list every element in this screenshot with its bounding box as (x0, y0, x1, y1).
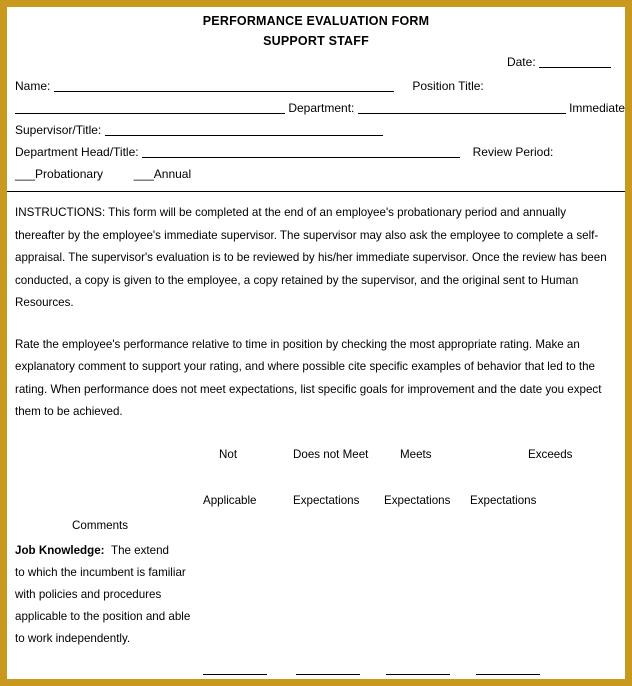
rating-subheader-expectations-1: Expectations (293, 493, 360, 507)
rating-scale-header (7, 448, 625, 540)
criteria-job-knowledge (7, 540, 625, 650)
job-knowledge-line-2: to which the incumbent is familiar (15, 565, 186, 579)
job-knowledge-title: Job Knowledge: (15, 543, 105, 557)
page-subtitle: SUPPORT STAFF (263, 34, 369, 48)
page-title: PERFORMANCE EVALUATION FORM (202, 14, 430, 28)
form-sheet (7, 7, 625, 679)
department-head-label: Department Head/Title: (15, 145, 139, 159)
supervisor-title-label: Supervisor/Title: (15, 123, 102, 137)
department-field[interactable] (358, 100, 566, 114)
review-type-row (15, 163, 617, 185)
annual-checkbox-label[interactable]: ___Annual (133, 167, 192, 181)
probationary-checkbox-label[interactable]: ___Probationary (15, 167, 104, 181)
supervisor-title-field[interactable] (105, 122, 383, 136)
comments-column-label: Comments (72, 518, 129, 532)
rating-line-does-not-meet[interactable] (296, 674, 360, 675)
position-title-field[interactable] (15, 100, 285, 114)
rating-header-not: Not (219, 447, 238, 461)
department-label: Department: (288, 101, 355, 115)
rating-line-meets[interactable] (386, 674, 450, 675)
job-knowledge-line-5: to work independently. (15, 631, 131, 645)
name-label: Name: (15, 79, 51, 93)
date-field[interactable] (539, 54, 611, 68)
position-title-label: Position Title: (412, 79, 484, 93)
job-knowledge-line-1 (15, 540, 617, 562)
job-knowledge-text-1: The extend (110, 543, 169, 557)
department-head-row (15, 141, 617, 163)
rating-line-not-applicable[interactable] (203, 674, 267, 675)
job-knowledge-rating-lines (7, 663, 625, 675)
name-row (15, 75, 617, 97)
job-knowledge-line-3: with policies and procedures (15, 587, 162, 601)
rating-header-exceeds: Exceeds (528, 447, 573, 461)
form-title-block (7, 7, 625, 51)
instructions-paragraph-1: INSTRUCTIONS: This form will be completed at the end of an employee's probationary period and annually thereafter by the employee's immediate supervisor. The supervisor may also ask the employee to complete a self-appraisal. The supervisor's evaluation is to be reviewed by his/her immediate supervisor. Once the review has been conducted, a copy is given to the employee, a copy retained by the supervisor, and the original sent to Human Resources. (15, 206, 607, 309)
rating-header-does-not-meet: Does not Meet (293, 447, 369, 461)
department-head-field[interactable] (142, 144, 460, 158)
rating-subheader-applicable: Applicable (203, 493, 257, 507)
header-fields (7, 51, 625, 185)
instructions-paragraph-2: Rate the employee's performance relative to time in position by checking the most appropriate rating. Make an explanatory comment to support your rating, and where possible cite specific examples of behavior that led to the rating. When performance does not meet expectations, list specific goals for improvement and the date you expect them to be achieved. (15, 337, 602, 418)
date-label: Date: (506, 55, 536, 69)
supervisor-row (15, 119, 617, 141)
rating-subheader-expectations-2: Expectations (384, 493, 451, 507)
instructions-block (7, 192, 625, 424)
job-knowledge-line-4: applicable to the position and able (15, 609, 191, 623)
date-row (15, 51, 617, 75)
immediate-label: Immediate (569, 101, 626, 115)
review-period-label: Review Period: (472, 145, 554, 159)
rating-subheader-expectations-3: Expectations (470, 493, 537, 507)
department-row (15, 97, 626, 119)
rating-header-meets: Meets (400, 447, 432, 461)
name-field[interactable] (54, 78, 394, 92)
rating-line-exceeds[interactable] (476, 674, 540, 675)
